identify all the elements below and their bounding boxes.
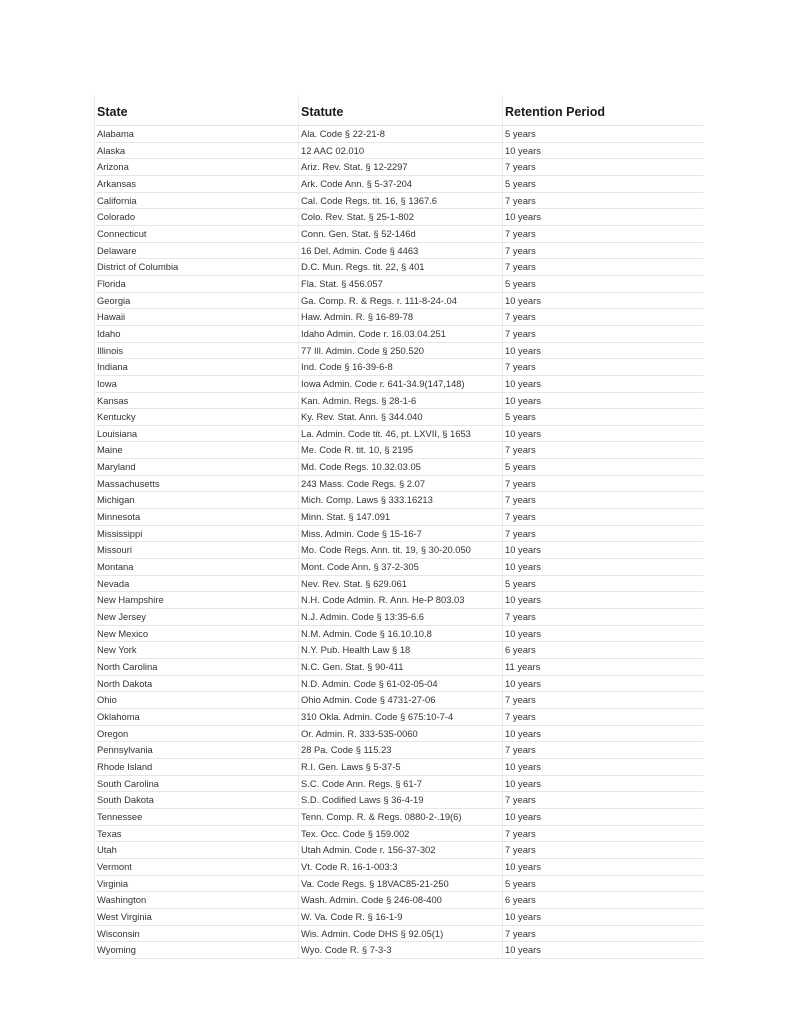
table-row xyxy=(95,559,703,576)
state-cell: Tennessee xyxy=(95,808,299,825)
statute-cell: N.Y. Pub. Health Law § 18 xyxy=(299,642,503,659)
table-row xyxy=(95,892,703,909)
state-cell: Arizona xyxy=(95,159,299,176)
table-row xyxy=(95,942,703,959)
statute-cell: R.I. Gen. Laws § 5-37-5 xyxy=(299,758,503,775)
statute-cell: Haw. Admin. R. § 16-89-78 xyxy=(299,309,503,326)
retention-period-cell: 10 years xyxy=(503,425,703,442)
state-cell: Delaware xyxy=(95,242,299,259)
state-cell: Minnesota xyxy=(95,509,299,526)
retention-period-cell: 5 years xyxy=(503,175,703,192)
retention-period-cell: 7 years xyxy=(503,192,703,209)
table-row xyxy=(95,309,703,326)
table-row xyxy=(95,192,703,209)
table-row xyxy=(95,142,703,159)
state-cell: New Hampshire xyxy=(95,592,299,609)
statute-cell: D.C. Mun. Regs. tit. 22, § 401 xyxy=(299,259,503,276)
state-cell: Nevada xyxy=(95,575,299,592)
state-cell: Washington xyxy=(95,892,299,909)
statute-cell: Iowa Admin. Code r. 641-34.9(147,148) xyxy=(299,375,503,392)
statute-cell: Idaho Admin. Code r. 16.03.04.251 xyxy=(299,325,503,342)
state-cell: Florida xyxy=(95,275,299,292)
statute-cell: W. Va. Code R. § 16-1-9 xyxy=(299,908,503,925)
table-header xyxy=(95,95,703,126)
statute-cell: Kan. Admin. Regs. § 28-1-6 xyxy=(299,392,503,409)
statute-cell: S.C. Code Ann. Regs. § 61-7 xyxy=(299,775,503,792)
table-row xyxy=(95,808,703,825)
statute-cell: Minn. Stat. § 147.091 xyxy=(299,509,503,526)
statute-cell: Miss. Admin. Code § 15-16-7 xyxy=(299,525,503,542)
retention-period-cell: 10 years xyxy=(503,342,703,359)
table-row xyxy=(95,675,703,692)
state-cell: Utah xyxy=(95,842,299,859)
retention-period-cell: 10 years xyxy=(503,292,703,309)
state-cell: Iowa xyxy=(95,375,299,392)
statute-cell: Mo. Code Regs. Ann. tit. 19, § 30-20.050 xyxy=(299,542,503,559)
retention-period-cell: 10 years xyxy=(503,908,703,925)
table-row xyxy=(95,209,703,226)
table-row xyxy=(95,725,703,742)
state-cell: Wisconsin xyxy=(95,925,299,942)
retention-period-cell: 7 years xyxy=(503,159,703,176)
retention-period-cell: 10 years xyxy=(503,559,703,576)
retention-period-cell: 5 years xyxy=(503,459,703,476)
retention-period-cell: 7 years xyxy=(503,842,703,859)
state-cell: New York xyxy=(95,642,299,659)
statute-cell: Tenn. Comp. R. & Regs. 0880-2-.19(6) xyxy=(299,808,503,825)
table-row xyxy=(95,225,703,242)
state-cell: South Dakota xyxy=(95,792,299,809)
table-body xyxy=(95,126,703,959)
statute-cell: Va. Code Regs. § 18VAC85-21-250 xyxy=(299,875,503,892)
statute-cell: N.M. Admin. Code § 16.10.10.8 xyxy=(299,625,503,642)
statute-cell: 77 Ill. Admin. Code § 250.520 xyxy=(299,342,503,359)
retention-period-cell: 7 years xyxy=(503,708,703,725)
state-cell: West Virginia xyxy=(95,908,299,925)
statute-cell: Ky. Rev. Stat. Ann. § 344.040 xyxy=(299,409,503,426)
retention-period-cell: 5 years xyxy=(503,875,703,892)
state-cell: Kansas xyxy=(95,392,299,409)
state-cell: District of Columbia xyxy=(95,259,299,276)
retention-period-cell: 7 years xyxy=(503,609,703,626)
state-cell: Texas xyxy=(95,825,299,842)
retention-period-cell: 7 years xyxy=(503,442,703,459)
retention-period-cell: 7 years xyxy=(503,925,703,942)
state-cell: Michigan xyxy=(95,492,299,509)
retention-period-cell: 11 years xyxy=(503,659,703,676)
retention-period-cell: 10 years xyxy=(503,209,703,226)
retention-period-cell: 10 years xyxy=(503,592,703,609)
statute-cell: Nev. Rev. Stat. § 629.061 xyxy=(299,575,503,592)
table-row xyxy=(95,175,703,192)
retention-period-cell: 7 years xyxy=(503,525,703,542)
column-header-statute: Statute xyxy=(299,95,503,126)
statute-cell: Wyo. Code R. § 7-3-3 xyxy=(299,942,503,959)
statute-cell: N.J. Admin. Code § 13:35-6.6 xyxy=(299,609,503,626)
statute-cell: 310 Okla. Admin. Code § 675:10-7-4 xyxy=(299,708,503,725)
statute-cell: Or. Admin. R. 333-535-0060 xyxy=(299,725,503,742)
table-row xyxy=(95,825,703,842)
table-row xyxy=(95,792,703,809)
table-row xyxy=(95,642,703,659)
table-row xyxy=(95,292,703,309)
state-cell: Vermont xyxy=(95,858,299,875)
table-row xyxy=(95,159,703,176)
statute-cell: Mont. Code Ann. § 37-2-305 xyxy=(299,559,503,576)
table-row xyxy=(95,775,703,792)
retention-period-cell: 10 years xyxy=(503,808,703,825)
table-row xyxy=(95,742,703,759)
statute-cell: Conn. Gen. Stat. § 52-146d xyxy=(299,225,503,242)
state-cell: Indiana xyxy=(95,359,299,376)
state-cell: Mississippi xyxy=(95,525,299,542)
retention-period-cell: 7 years xyxy=(503,309,703,326)
state-cell: Georgia xyxy=(95,292,299,309)
state-cell: Missouri xyxy=(95,542,299,559)
state-cell: Rhode Island xyxy=(95,758,299,775)
retention-period-cell: 5 years xyxy=(503,409,703,426)
retention-period-cell: 10 years xyxy=(503,775,703,792)
state-cell: New Jersey xyxy=(95,609,299,626)
retention-period-cell: 7 years xyxy=(503,475,703,492)
state-cell: Maryland xyxy=(95,459,299,476)
retention-period-cell: 7 years xyxy=(503,225,703,242)
table-row xyxy=(95,126,703,143)
table-row xyxy=(95,875,703,892)
state-cell: Virginia xyxy=(95,875,299,892)
table-row xyxy=(95,459,703,476)
table-row xyxy=(95,409,703,426)
state-cell: California xyxy=(95,192,299,209)
retention-period-cell: 10 years xyxy=(503,675,703,692)
table-row xyxy=(95,492,703,509)
retention-period-cell: 7 years xyxy=(503,242,703,259)
statute-cell: Ala. Code § 22-21-8 xyxy=(299,126,503,143)
table-row xyxy=(95,392,703,409)
state-cell: Oklahoma xyxy=(95,708,299,725)
state-cell: Ohio xyxy=(95,692,299,709)
retention-period-cell: 7 years xyxy=(503,792,703,809)
retention-period-cell: 10 years xyxy=(503,725,703,742)
statute-cell: N.H. Code Admin. R. Ann. He-P 803.03 xyxy=(299,592,503,609)
statute-cell: 16 Del. Admin. Code § 4463 xyxy=(299,242,503,259)
retention-period-cell: 7 years xyxy=(503,492,703,509)
state-cell: Montana xyxy=(95,559,299,576)
table-row xyxy=(95,575,703,592)
state-cell: Pennsylvania xyxy=(95,742,299,759)
statute-cell: Utah Admin. Code r. 156-37-302 xyxy=(299,842,503,859)
state-cell: Idaho xyxy=(95,325,299,342)
retention-table xyxy=(94,95,703,959)
state-cell: North Carolina xyxy=(95,659,299,676)
state-cell: Alabama xyxy=(95,126,299,143)
state-cell: New Mexico xyxy=(95,625,299,642)
statute-cell: Ga. Comp. R. & Regs. r. 111-8-24-.04 xyxy=(299,292,503,309)
table-row xyxy=(95,908,703,925)
column-header-state: State xyxy=(95,95,299,126)
table-row xyxy=(95,758,703,775)
retention-period-cell: 10 years xyxy=(503,392,703,409)
statute-cell: Tex. Occ. Code § 159.002 xyxy=(299,825,503,842)
state-cell: Hawaii xyxy=(95,309,299,326)
state-cell: North Dakota xyxy=(95,675,299,692)
retention-period-cell: 7 years xyxy=(503,359,703,376)
table-row xyxy=(95,542,703,559)
retention-period-cell: 5 years xyxy=(503,126,703,143)
state-cell: Kentucky xyxy=(95,409,299,426)
retention-period-cell: 7 years xyxy=(503,325,703,342)
statute-cell: Mich. Comp. Laws § 333.16213 xyxy=(299,492,503,509)
retention-period-cell: 6 years xyxy=(503,642,703,659)
retention-period-cell: 7 years xyxy=(503,259,703,276)
statute-cell: Ark. Code Ann. § 5-37-204 xyxy=(299,175,503,192)
table-row xyxy=(95,592,703,609)
statute-cell: Ariz. Rev. Stat. § 12-2297 xyxy=(299,159,503,176)
retention-period-cell: 10 years xyxy=(503,542,703,559)
statute-cell: Colo. Rev. Stat. § 25-1-802 xyxy=(299,209,503,226)
state-cell: Colorado xyxy=(95,209,299,226)
retention-period-cell: 7 years xyxy=(503,742,703,759)
state-cell: Oregon xyxy=(95,725,299,742)
table-row xyxy=(95,442,703,459)
state-cell: Alaska xyxy=(95,142,299,159)
retention-period-cell: 7 years xyxy=(503,509,703,526)
header-row xyxy=(95,95,703,126)
table-row xyxy=(95,525,703,542)
state-cell: Maine xyxy=(95,442,299,459)
state-cell: Connecticut xyxy=(95,225,299,242)
table-row xyxy=(95,692,703,709)
state-cell: Louisiana xyxy=(95,425,299,442)
statute-cell: Me. Code R. tit. 10, § 2195 xyxy=(299,442,503,459)
table-row xyxy=(95,509,703,526)
statute-cell: N.C. Gen. Stat. § 90-411 xyxy=(299,659,503,676)
statute-cell: Md. Code Regs. 10.32.03.05 xyxy=(299,459,503,476)
table-row xyxy=(95,242,703,259)
statute-cell: Ind. Code § 16-39-6-8 xyxy=(299,359,503,376)
column-header-retention-period: Retention Period xyxy=(503,95,703,126)
statute-cell: Wis. Admin. Code DHS § 92.05(1) xyxy=(299,925,503,942)
state-cell: Massachusetts xyxy=(95,475,299,492)
retention-period-cell: 5 years xyxy=(503,275,703,292)
statute-cell: Cal. Code Regs. tit. 16, § 1367.6 xyxy=(299,192,503,209)
table-row xyxy=(95,259,703,276)
table-row xyxy=(95,325,703,342)
statute-cell: Ohio Admin. Code § 4731-27-06 xyxy=(299,692,503,709)
retention-period-cell: 10 years xyxy=(503,858,703,875)
table-row xyxy=(95,858,703,875)
retention-period-cell: 10 years xyxy=(503,942,703,959)
statute-cell: Vt. Code R. 16-1-003:3 xyxy=(299,858,503,875)
table-row xyxy=(95,359,703,376)
table-row xyxy=(95,342,703,359)
state-cell: Illinois xyxy=(95,342,299,359)
retention-period-cell: 7 years xyxy=(503,825,703,842)
retention-period-cell: 10 years xyxy=(503,625,703,642)
table-row xyxy=(95,609,703,626)
table-row xyxy=(95,425,703,442)
retention-period-cell: 6 years xyxy=(503,892,703,909)
retention-period-cell: 5 years xyxy=(503,575,703,592)
retention-period-cell: 10 years xyxy=(503,375,703,392)
state-cell: Wyoming xyxy=(95,942,299,959)
statute-cell: La. Admin. Code tit. 46, pt. LXVII, § 1653 xyxy=(299,425,503,442)
statute-cell: S.D. Codified Laws § 36-4-19 xyxy=(299,792,503,809)
retention-period-cell: 10 years xyxy=(503,142,703,159)
table-row xyxy=(95,659,703,676)
retention-period-cell: 10 years xyxy=(503,758,703,775)
table-row xyxy=(95,708,703,725)
statute-cell: 243 Mass. Code Regs. § 2.07 xyxy=(299,475,503,492)
table-row xyxy=(95,275,703,292)
table-row xyxy=(95,375,703,392)
state-cell: Arkansas xyxy=(95,175,299,192)
statute-cell: N.D. Admin. Code § 61-02-05-04 xyxy=(299,675,503,692)
statute-cell: 12 AAC 02.010 xyxy=(299,142,503,159)
table-row xyxy=(95,925,703,942)
statute-cell: Wash. Admin. Code § 246-08-400 xyxy=(299,892,503,909)
table-row xyxy=(95,475,703,492)
statute-cell: 28 Pa. Code § 115.23 xyxy=(299,742,503,759)
retention-period-cell: 7 years xyxy=(503,692,703,709)
statute-cell: Fla. Stat. § 456.057 xyxy=(299,275,503,292)
table-row xyxy=(95,625,703,642)
state-cell: South Carolina xyxy=(95,775,299,792)
table-row xyxy=(95,842,703,859)
